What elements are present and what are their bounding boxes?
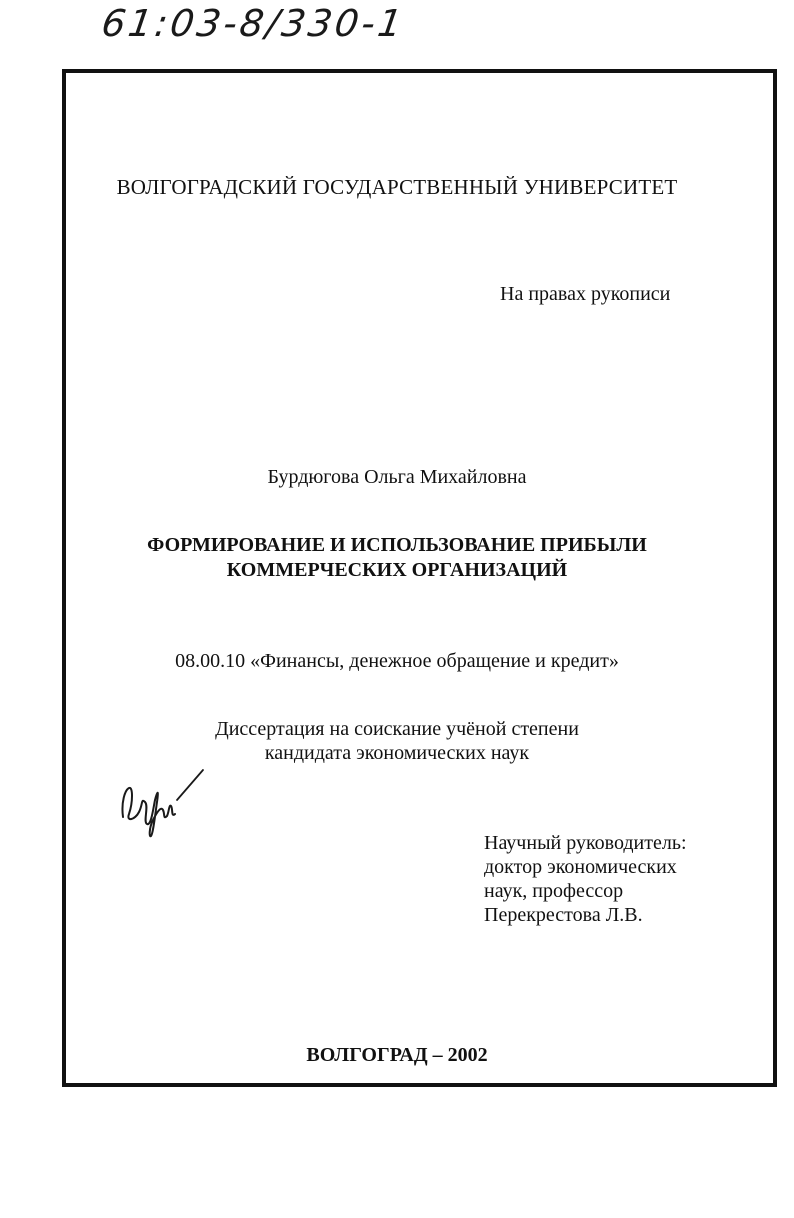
scientific-supervisor [484, 831, 687, 927]
city-year: ВОЛГОГРАД – 2002 [306, 1044, 488, 1066]
supervisor-line-4: Перекрестова Л.В. [484, 904, 643, 926]
degree-line-1: Диссертация на соискание учёной степени [215, 718, 579, 740]
title-line-1: ФОРМИРОВАНИЕ И ИСПОЛЬЗОВАНИЕ ПРИБЫЛИ [147, 534, 647, 556]
specialty-code: 08.00.10 «Финансы, денежное обращение и кредит» [175, 650, 619, 672]
degree-line-2: кандидата экономических наук [264, 742, 530, 764]
manuscript-note: На правах рукописи [500, 283, 671, 305]
dissertation-title [0, 533, 794, 583]
title-line-2: КОММЕРЧЕСКИХ ОРГАНИЗАЦИЙ [226, 559, 568, 581]
supervisor-line-3: наук, профессор [484, 880, 624, 902]
supervisor-line-2: доктор экономических [484, 856, 677, 878]
author-name: Бурдюгова Ольга Михайловна [267, 466, 527, 488]
university-name: ВОЛГОГРАДСКИЙ ГОСУДАРСТВЕННЫЙ УНИВЕРСИТЕТ [116, 175, 678, 199]
handwritten-signature [115, 762, 215, 847]
handwritten-catalog-number: 61:03-8/330-1 [98, 2, 408, 45]
degree-statement [0, 717, 794, 765]
supervisor-line-1: Научный руководитель: [484, 832, 687, 854]
